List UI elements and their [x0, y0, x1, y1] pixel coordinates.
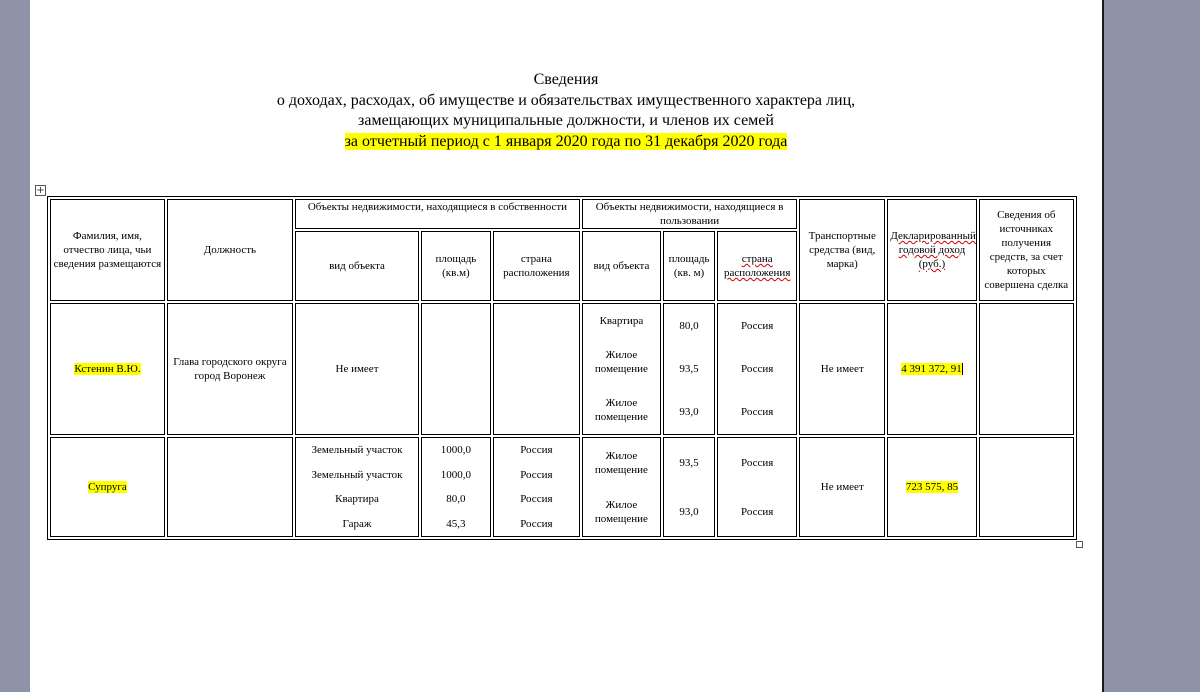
header-transport: Транспортные средства (вид, марка) — [799, 199, 885, 301]
person-name: Супруга — [88, 481, 127, 493]
used-area-item: 93,0 — [679, 505, 699, 518]
cell-position: Глава городского округа город Воронеж — [167, 303, 293, 435]
used-type-item: Жилое помещение — [594, 498, 648, 525]
cell-position — [167, 437, 293, 537]
cell-owned-country — [493, 437, 580, 537]
cell-transport: Не имеет — [799, 437, 885, 537]
header-used-group: Объекты недвижимости, находящиеся в пользовании — [582, 199, 797, 229]
title-line-1: Сведения — [533, 71, 599, 88]
used-country-item: Россия — [741, 406, 774, 419]
used-area-item: 93,5 — [679, 362, 699, 375]
income-value: 4 391 372, 91 — [901, 363, 962, 375]
cell-owned-country — [493, 303, 580, 435]
header-owned-area: площадь (кв.м) — [421, 231, 491, 301]
used-area-item: 80,0 — [679, 319, 699, 332]
cell-transport: Не имеет — [799, 303, 885, 435]
owned-type-item: Земельный участок — [311, 444, 403, 457]
used-area-item: 93,5 — [679, 456, 699, 469]
document-page[interactable] — [30, 0, 1102, 692]
owned-area-item: 80,0 — [446, 493, 466, 506]
cell-owned-area — [421, 303, 491, 435]
table-resize-handle-icon[interactable] — [1076, 541, 1083, 548]
used-country-item: Россия — [741, 456, 774, 469]
owned-type-item: Земельный участок — [311, 468, 403, 481]
cell-income — [887, 303, 976, 435]
table-move-handle-icon[interactable]: + — [36, 185, 45, 196]
person-name: Кстенин В.Ю. — [74, 363, 141, 375]
page-edge-divider — [1102, 0, 1104, 692]
used-country-item: Россия — [741, 505, 774, 518]
header-owned-country: страна расположения — [493, 231, 580, 301]
used-type-item: Жилое помещение — [594, 449, 648, 476]
header-used-area: площадь (кв. м) — [663, 231, 715, 301]
owned-area-item: 1000,0 — [440, 444, 472, 457]
document-title-block — [30, 70, 1102, 152]
header-sources: Сведения об источниках получения средств, за счет которых совершена сделка — [979, 199, 1074, 301]
header-used-type: вид объекта — [582, 231, 661, 301]
cell-used-type — [582, 303, 661, 435]
header-used-country — [717, 231, 797, 301]
cell-name — [50, 437, 165, 537]
used-area-item: 93,0 — [679, 406, 699, 419]
owned-country-item: Россия — [520, 444, 553, 457]
cell-used-type — [582, 437, 661, 537]
used-country-item: Россия — [741, 362, 774, 375]
header-income — [887, 199, 976, 301]
cell-name — [50, 303, 165, 435]
cell-income — [887, 437, 976, 537]
owned-type-item: Квартира — [335, 493, 379, 506]
owned-type-item: Гараж — [342, 517, 372, 530]
cell-used-country — [717, 437, 797, 537]
owned-area-item: 1000,0 — [440, 468, 472, 481]
table-row — [50, 303, 1074, 435]
owned-country-item: Россия — [520, 493, 553, 506]
used-country-item: Россия — [741, 319, 774, 332]
used-type-item: Жилое помещение — [594, 397, 648, 423]
declaration-table — [47, 196, 1077, 540]
header-owned-group: Объекты недвижимости, находящиеся в собственности — [295, 199, 580, 229]
cell-used-country — [717, 303, 797, 435]
header-owned-type: вид объекта — [295, 231, 419, 301]
income-value: 723 575, 85 — [905, 481, 959, 493]
title-line-3: замещающих муниципальные должности, и членов их семей — [358, 112, 774, 129]
table-row — [50, 437, 1074, 537]
header-position: Должность — [167, 199, 293, 301]
owned-country-item: Россия — [520, 517, 553, 530]
text-cursor — [962, 363, 963, 375]
used-type-item: Жилое помещение — [594, 349, 648, 375]
cell-sources — [979, 437, 1074, 537]
header-income-text: Декларированный годовой доход (руб.) — [890, 230, 976, 270]
cell-owned-type — [295, 437, 419, 537]
cell-owned-type: Не имеет — [295, 303, 419, 435]
owned-area-item: 45,3 — [446, 517, 466, 530]
title-line-4-period: за отчетный период с 1 января 2020 года по 31 декабря 2020 года — [344, 132, 788, 150]
title-line-2: о доходах, расходах, об имуществе и обязательствах имущественного характера лиц, — [276, 91, 856, 109]
cell-used-area — [663, 303, 715, 435]
header-used-country-text: страна расположения — [723, 253, 791, 279]
used-type-item: Квартира — [599, 315, 644, 327]
cell-sources — [979, 303, 1074, 435]
owned-country-item: Россия — [520, 468, 553, 481]
cell-used-area — [663, 437, 715, 537]
cell-owned-area — [421, 437, 491, 537]
header-fio: Фамилия, имя, отчество лица, чьи сведения размещаются — [50, 199, 165, 301]
